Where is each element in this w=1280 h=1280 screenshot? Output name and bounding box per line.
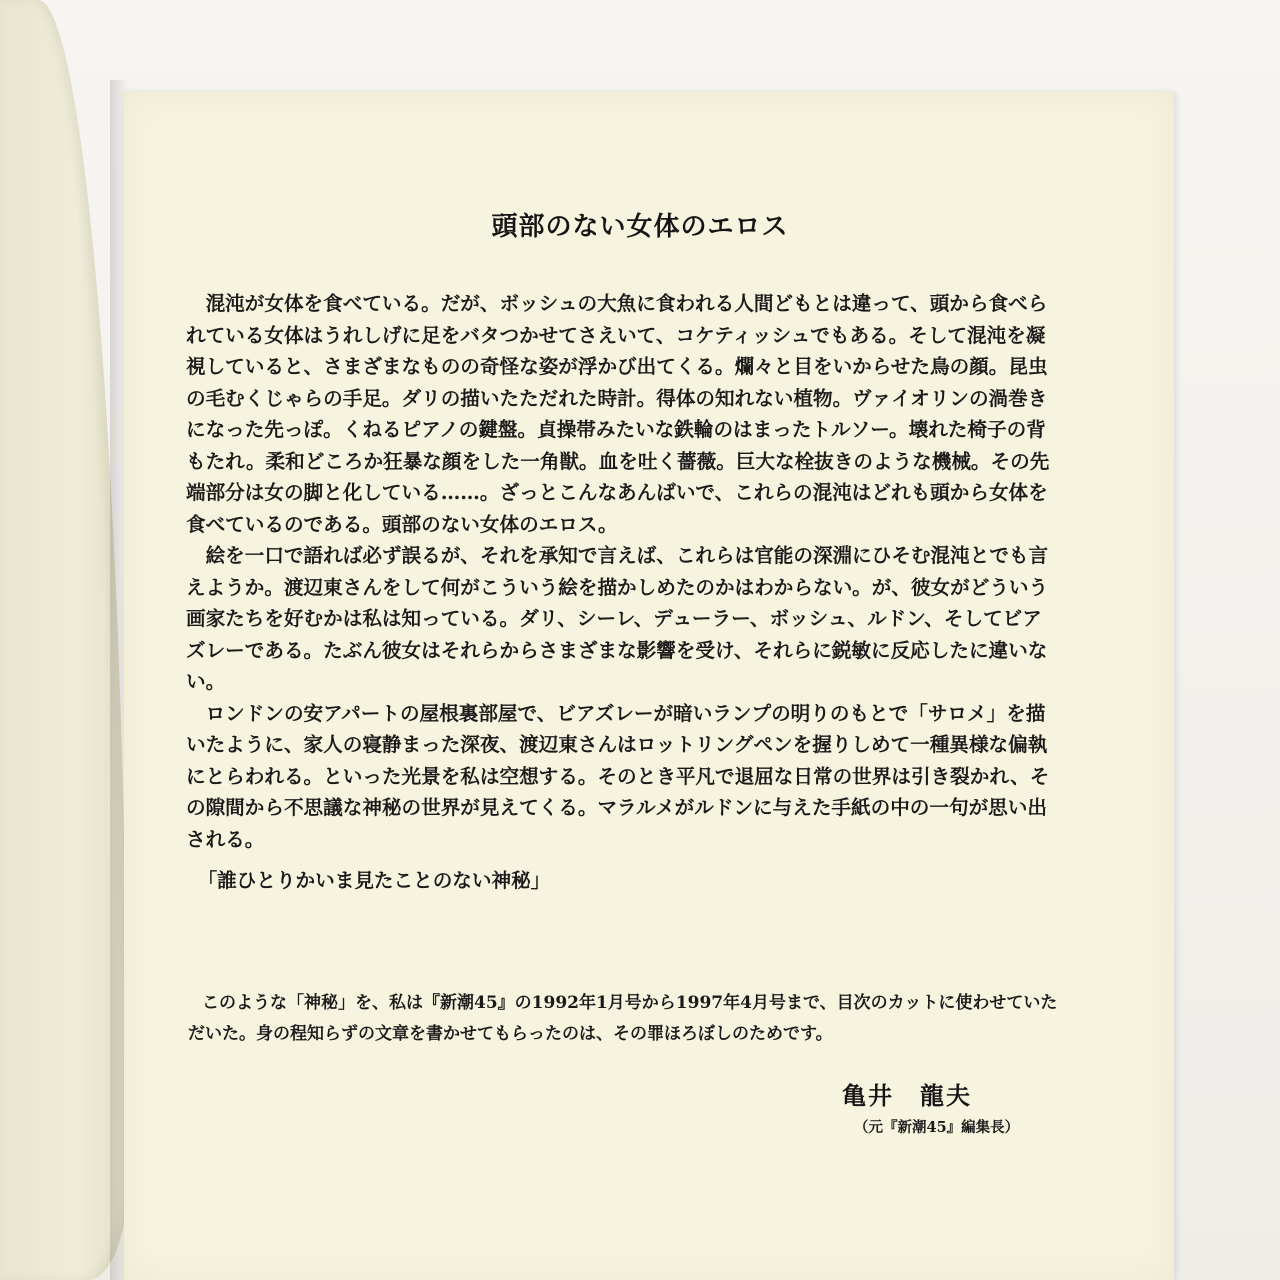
- text-line: 画家たちを好むかは私は知っている。ダリ、シーレ、デューラー、ボッシュ、ルドン、そしてビア: [186, 607, 1042, 630]
- paragraph-3: [186, 698, 1050, 856]
- text-line: 視していると、さまざまなものの奇怪な姿が浮かび出てくる。爛々と目をいからせた鳥の顔。昆虫: [186, 355, 1048, 378]
- text-line: 混沌が女体を食べている。だが、ボッシュの大魚に食われる人間どもとは違って、頭から食べら: [205, 292, 1048, 315]
- text-line: いたように、家人の寝静まった深夜、渡辺東さんはロットリングペンを握りしめて一種異様な偏執: [186, 733, 1048, 756]
- quoted-phrase: 「誰ひとりかいま見たことのない神秘」: [197, 869, 551, 892]
- text-line: の隙間から不思議な神秘の世界が見えてくる。マラルメがルドンに与えた手紙の中の一句が思い出: [186, 796, 1047, 819]
- underlying-page-edge: [0, 0, 128, 1280]
- text-line: 絵を一口で語れば必ず誤るが、それを承知で言えば、これらは官能の深淵にひそむ混沌とでも言: [205, 544, 1049, 567]
- text-line: えようか。渡辺東さんをして何がこういう絵を描かしめたのかはわからない。が、彼女がどういう: [186, 575, 1049, 599]
- note-line: だいた。身の程知らずの文章を書かせてもらったのは、その罪ほろぼしのためです。: [188, 1024, 833, 1044]
- author-name: 亀井 龍夫: [842, 1081, 972, 1110]
- paragraph-2: [186, 540, 1049, 698]
- text-line: される。: [186, 827, 265, 851]
- essay-title: 頭部のない女体のエロス: [491, 212, 789, 242]
- text-line: ズレーである。たぶん彼女はそれらからさまざまな影響を受け、それらに鋭敏に反応したに違いな: [186, 638, 1048, 662]
- text-line: の毛むくじゃらの手足。ダリの描いたただれた時計。得体の知れない植物。ヴァイオリンの渦巻き: [186, 386, 1048, 410]
- text-line: れている女体はうれしげに足をバタつかせてさえいて、コケティッシュでもある。そして混沌を凝: [186, 323, 1046, 347]
- paragraph-1: [186, 288, 1050, 540]
- text-line: ロンドンの安アパートの屋根裏部屋で、ビアズレーが暗いランプの明りのもとで「サロメ」を描: [205, 701, 1046, 725]
- afterword-note: [188, 988, 1060, 1050]
- note-line: このような「神秘」を、私は『新潮45』の1992年1月号から1997年4月号まで、目次のカットに使わせていた: [202, 993, 1058, 1013]
- author-affiliation: （元『新潮45』編集長）: [854, 1119, 1020, 1136]
- text-line: になった先っぽ。くねるピアノの鍵盤。貞操帯みたいな鉄輪のはまったトルソー。壊れた椅子の背: [186, 418, 1046, 441]
- text-line: 食べているのである。頭部のない女体のエロス。: [186, 512, 618, 536]
- text-line: 端部分は女の脚と化している……。ざっとこんなあんばいで、これらの混沌はどれも頭から女体を: [186, 481, 1048, 504]
- text-line: い。: [186, 670, 226, 693]
- text-line: にとらわれる。といった光景を私は空想する。そのとき平凡で退屈な日常の世界は引き裂かれ、そ: [186, 764, 1050, 788]
- essay-body: [186, 288, 1050, 897]
- text-line: もたれ。柔和どころか狂暴な顔をした一角獣。血を吐く薔薇。巨大な栓抜きのような機械。その先: [186, 449, 1050, 473]
